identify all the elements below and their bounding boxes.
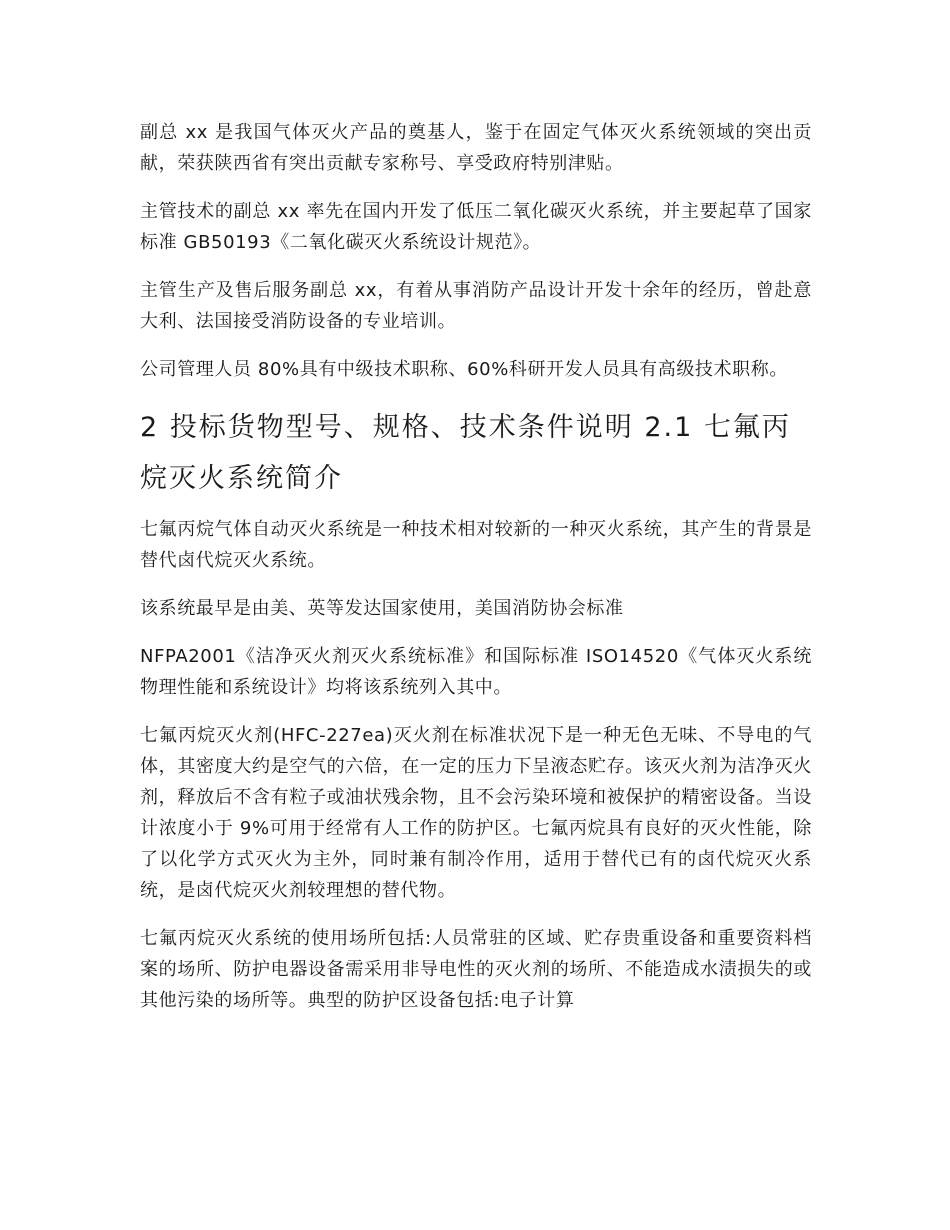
paragraph-system-origin: 该系统最早是由美、英等发达国家使用，美国消防协会标准 [140, 598, 624, 619]
paragraph-application-sites: 七氟丙烷灭火系统的使用场所包括:人员常驻的区域、贮存贵重设备和重要资料档案的场所、防护电器设备需采用非导电性的灭火剂的场所、不能造成水渍损失的或其他污染的场所等。典型的防护区设备包括:电子计算 [140, 928, 812, 1011]
paragraph-staff-qualifications: 公司管理人员 80%具有中级技术职称、60%科研开发人员具有高级技术职称。 [140, 359, 788, 380]
paragraph-production-vice-president: 主管生产及售后服务副总 xx，有着从事消防产品设计开发十余年的经历，曾赴意大利、法国接受消防设备的专业培训。 [140, 280, 812, 332]
paragraph-standards: NFPA2001《洁净灭火剂灭火系统标准》和国际标准 ISO14520《气体灭火系统物理性能和系统设计》均将该系统列入其中。 [140, 646, 812, 698]
section-heading: 2 投标货物型号、规格、技术条件说明 2.1 七氟丙烷灭火系统简介 [140, 412, 791, 494]
paragraph-technical-vice-president: 主管技术的副总 xx 率先在国内开发了低压二氧化碳灭火系统，并主要起草了国家标准 GB50193《二氧化碳灭火系统设计规范》。 [140, 201, 812, 253]
paragraph-system-intro: 七氟丙烷气体自动灭火系统是一种技术相对较新的一种灭火系统，其产生的背景是替代卤代烷灭火系统。 [140, 519, 812, 571]
paragraph-vice-president-founder: 副总 xx 是我国气体灭火产品的奠基人，鉴于在固定气体灭火系统领域的突出贡献，荣获陕西省有突出贡献专家称号、享受政府特别津贴。 [140, 122, 812, 174]
document-page [140, 117, 812, 1033]
paragraph-agent-properties: 七氟丙烷灭火剂(HFC-227ea)灭火剂在标准状况下是一种无色无味、不导电的气体，其密度大约是空气的六倍，在一定的压力下呈液态贮存。该灭火剂为洁净灭火剂，释放后不含有粒子或油状残余物，且不会污染环境和被保护的精密设备。当设计浓度小于 9%可用于经常有人工作的防护区。七氟丙烷具有良好的灭火性能，除了以化学方式灭火为主外，同时兼有制冷作用，适用于替代已有的卤代烷灭火系统，是卤代烷灭火剂较理想的替代物。 [140, 725, 812, 901]
